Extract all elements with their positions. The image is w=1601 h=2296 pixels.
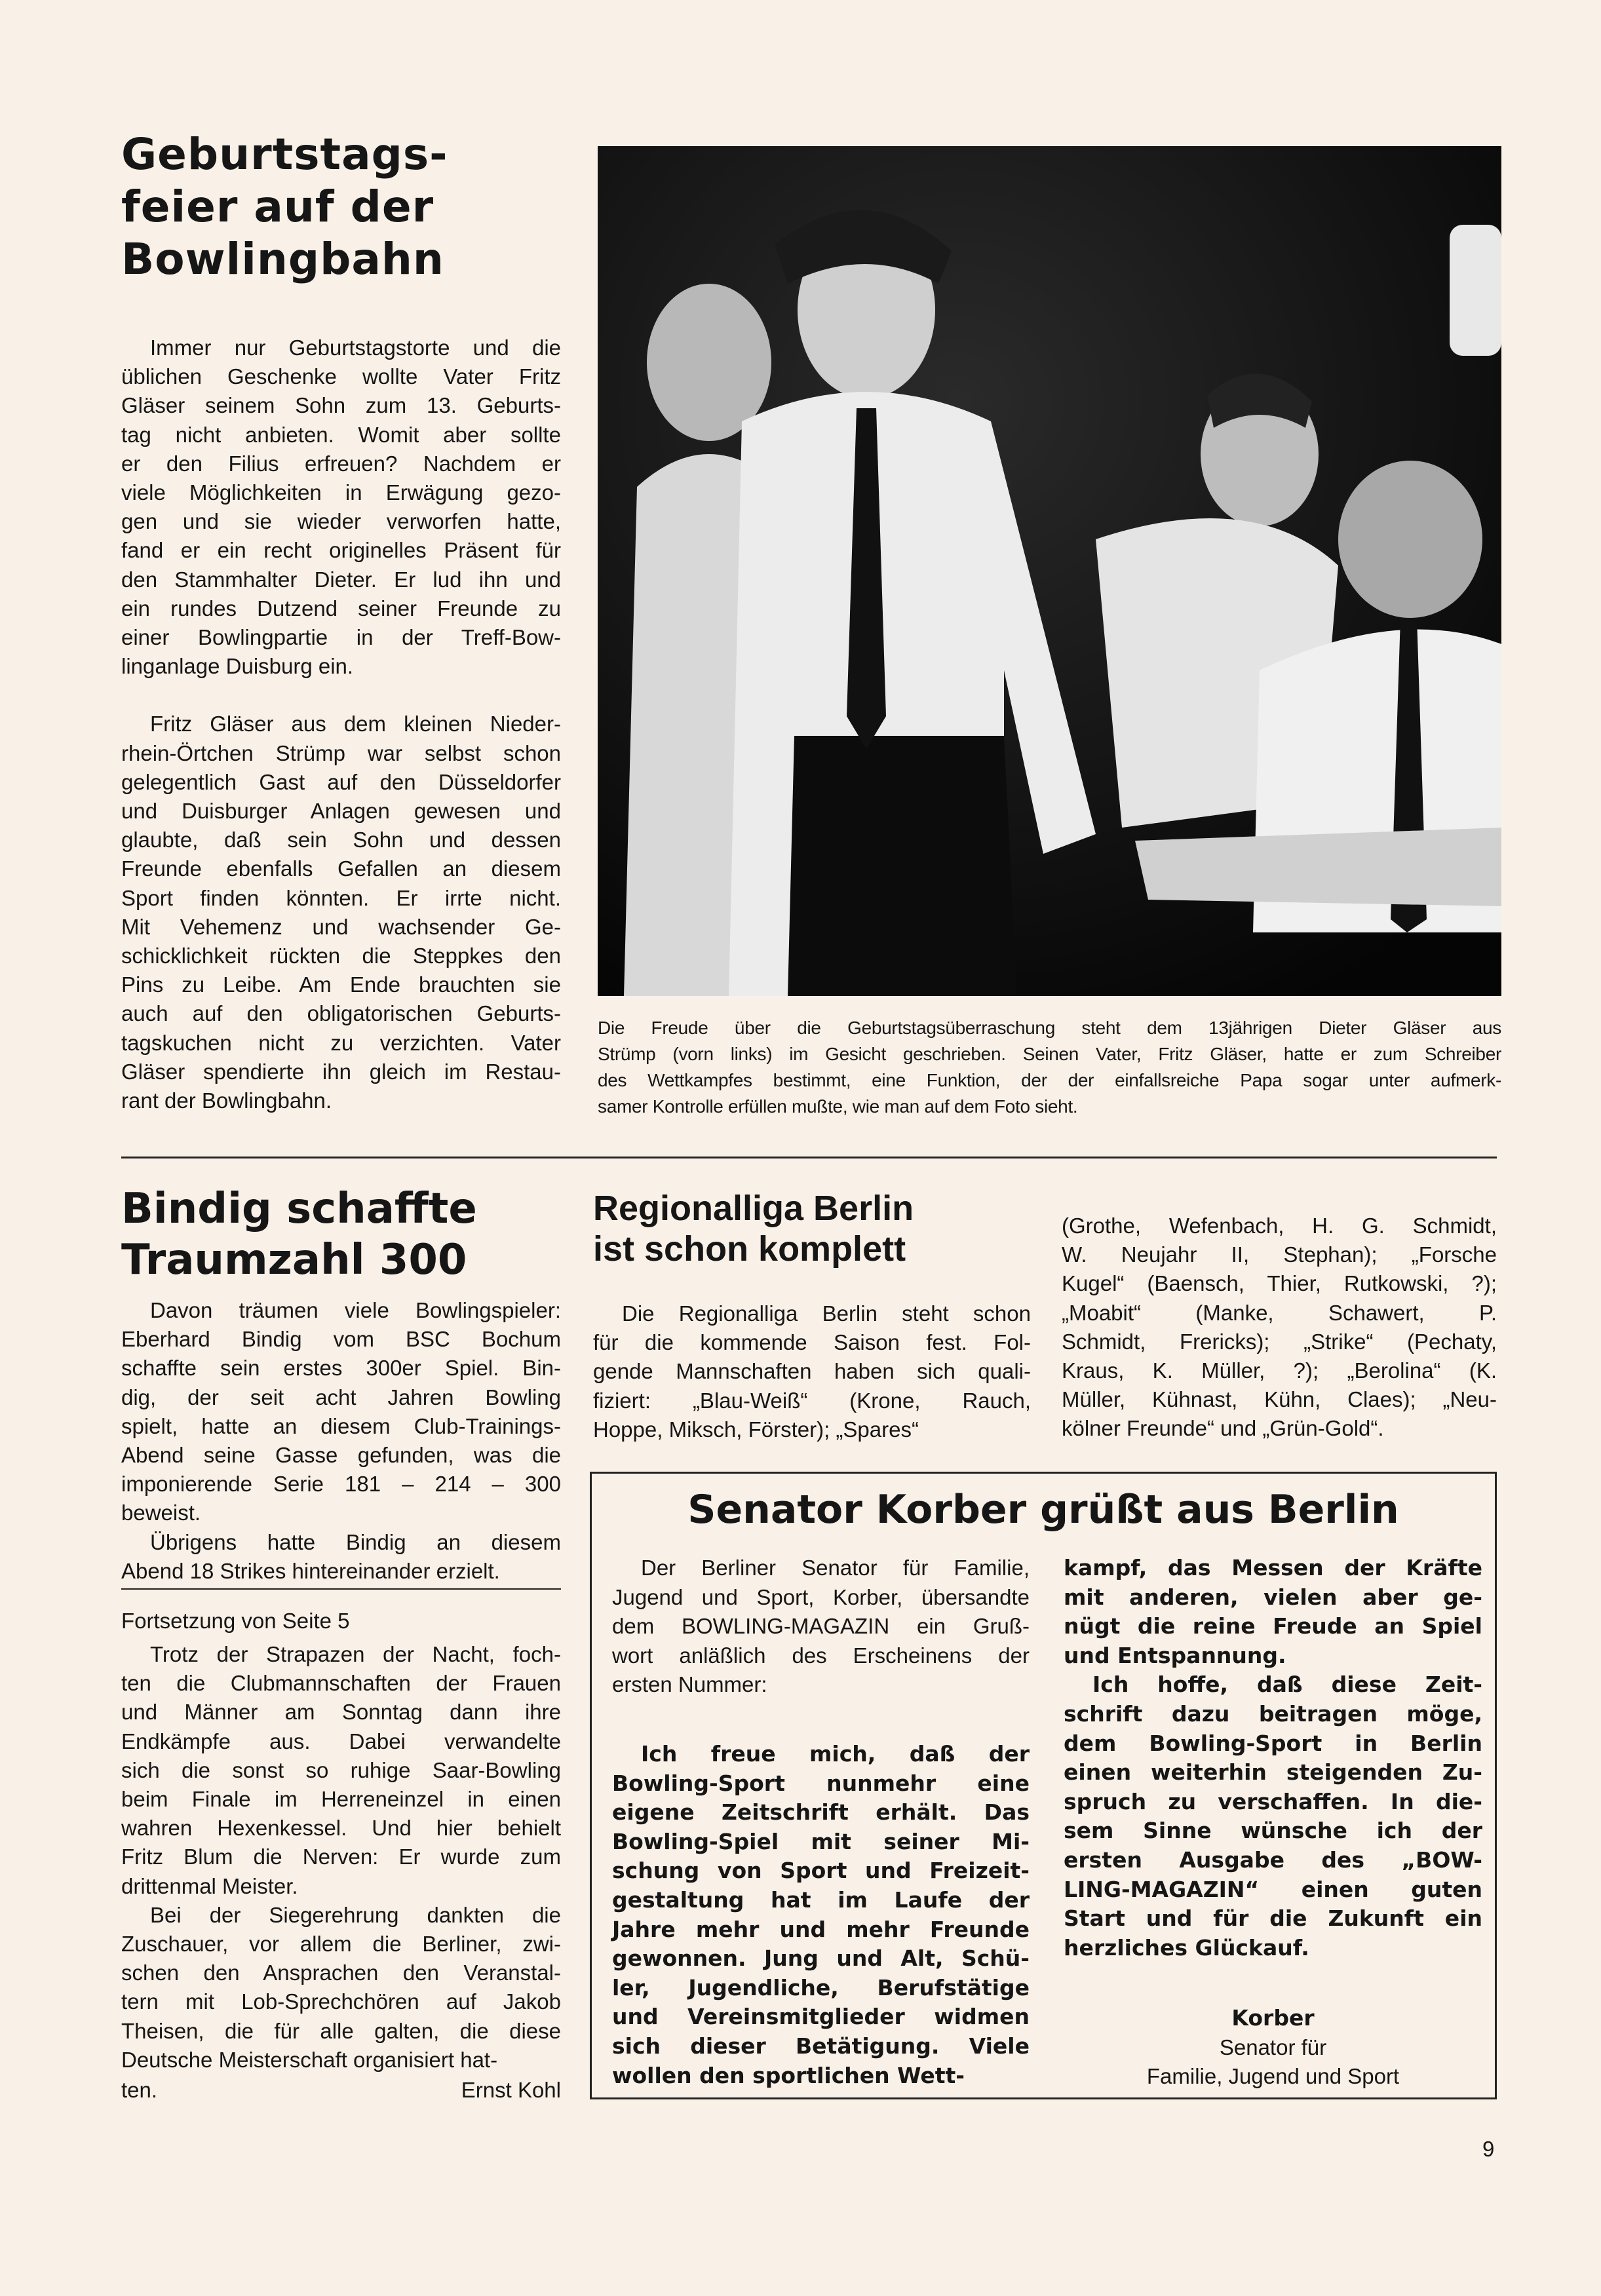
text-line: Abend 18 Strikes hintereinander erzielt.: [121, 1558, 500, 1583]
text-line: beim Finale im Herreneinzel in einen: [121, 1787, 561, 1812]
article3-last-line: [121, 2076, 561, 2105]
text-line: Endkämpfe aus. Dabei verwandelte: [121, 1729, 561, 1753]
text-line: sem Sinne wünsche ich der: [1064, 1818, 1482, 1844]
text-line: mit anderen, vielen aber ge-: [1064, 1584, 1482, 1610]
photo-caption: [598, 1015, 1501, 1120]
text-line: linganlage Duisburg ein.: [121, 654, 354, 679]
article3-body: [121, 1640, 561, 2075]
text-line: drittenmal Meister.: [121, 1873, 298, 1898]
text-line: Ich freue mich, daß der: [641, 1741, 1030, 1767]
section-divider: [121, 1157, 1497, 1158]
text-line: und Männer am Sonntag dann ihre: [121, 1700, 561, 1725]
box-title: Senator Korber grüßt aus Berlin: [687, 1487, 1399, 1533]
text-line: Die Freude über die Geburtstagsüberraschung steht dem 13jährigen Dieter Gläser aus: [598, 1018, 1501, 1038]
title-line: Geburtstags-: [121, 129, 448, 180]
article-divider: [121, 1588, 561, 1590]
paragraph: [612, 1740, 1030, 2090]
box-message-left: [612, 1740, 1030, 2090]
article1-body: [121, 334, 561, 1115]
text-line: Eberhard Bindig vom BSC Bochum: [121, 1327, 561, 1352]
text-line: rant der Bowlingbahn.: [121, 1088, 332, 1113]
title-line: Bowlingbahn: [121, 234, 444, 284]
text-line: Kraus, K. Müller, ?); „Berolina“ (K.: [1062, 1358, 1497, 1383]
text-line: Davon träumen viele Bowlingspieler:: [150, 1298, 561, 1322]
text-line: eigene Zeitschrift erhält. Das: [612, 1799, 1030, 1826]
text-line: ersten Ausgabe des „BOW-: [1064, 1846, 1482, 1873]
text-line: schicklichkeit rückten die Steppkes den: [121, 944, 561, 968]
text-line: rhein-Örtchen Strümp war selbst schon: [121, 740, 561, 765]
paragraph: [612, 1554, 1030, 1700]
paragraph: [1062, 1212, 1497, 1444]
paragraph: [121, 1528, 561, 1586]
text-line: Freunde ebenfalls Gefallen an diesem: [121, 856, 561, 881]
title-line: Regionalliga Berlin: [593, 1189, 914, 1228]
text-line: Start und für die Zukunft ein: [1064, 1905, 1482, 1932]
text-line: sich die sonst so ruhige Saar-Bowling: [121, 1757, 561, 1782]
text-line: Sport finden könnten. Er irrte nicht.: [121, 885, 561, 910]
text-line: gestaltung hat im Laufe der: [612, 1886, 1030, 1913]
title-line: Bindig schaffte: [121, 1185, 477, 1233]
text-line: Immer nur Geburtstagstorte und die: [150, 335, 561, 360]
text-line: einer Bowlingpartie in der Treff-Bow-: [121, 625, 561, 650]
text-line: Strümp (vorn links) im Gesicht geschrieben. Seinen Vater, Fritz Gläser, hatte er zum Schreiber: [598, 1044, 1501, 1064]
text-line: wort anläßlich des Erscheinens der: [612, 1643, 1030, 1668]
text-line: den Stammhalter Dieter. Er lud ihn und: [121, 567, 561, 592]
text-line: gewonnen. Jung und Alt, Schü-: [612, 1945, 1030, 1972]
text-line: Bowling-Sport nunmehr eine: [612, 1770, 1030, 1796]
title-line: Traumzahl 300: [121, 1236, 467, 1284]
text-line: gelegentlich Gast auf den Düsseldorfer: [121, 769, 561, 794]
text-line: samer Kontrolle erfüllen mußte, wie man auf dem Foto sieht.: [598, 1096, 1078, 1117]
text-line: imponierende Serie 181 – 214 – 300: [121, 1472, 561, 1497]
text-line: Der Berliner Senator für Familie,: [641, 1556, 1030, 1580]
text-line: Bowling-Spiel mit seiner Mi-: [612, 1828, 1030, 1854]
page-number: 9: [1482, 2137, 1495, 2161]
article2-body: [121, 1296, 561, 1586]
text-line: „Moabit“ (Manke, Schawert, P.: [1062, 1300, 1497, 1325]
text-line: ten die Clubmannschaften der Frauen: [121, 1671, 561, 1696]
text-line: sich dieser Betätigung. Viele: [612, 2033, 1030, 2059]
photo-image: [598, 146, 1501, 996]
paragraph: [121, 710, 561, 1115]
text-line: Übrigens hatte Bindig an diesem: [150, 1529, 561, 1554]
text-line: Schmidt, Frericks); „Strike“ (Pechaty,: [1062, 1329, 1497, 1354]
text-line: Theisen, die für alle galten, die diese: [121, 2018, 561, 2043]
text-line: er den Filius erfreuen? Nachdem er: [121, 451, 561, 476]
title-line: ist schon komplett: [593, 1229, 906, 1269]
text-line: üblichen Geschenke wollte Vater Fritz: [121, 364, 561, 389]
text-line: spielt, hatte an diesem Club-Trainings-: [121, 1413, 561, 1438]
text-line: kampf, das Messen der Kräfte: [1064, 1555, 1482, 1580]
text-line: tag nicht anbieten. Womit aber sollte: [121, 422, 561, 447]
paragraph: [121, 1901, 561, 2075]
text-line: einen weiterhin steigenden Zu-: [1064, 1759, 1482, 1786]
text-line: gende Mannschaften haben sich quali-: [593, 1359, 1031, 1384]
text-line: fiziert: „Blau-Weiß“ (Krone, Rauch,: [593, 1388, 1031, 1413]
text-line: Jugend und Sport, Korber, übersandte: [612, 1584, 1030, 1609]
signature-title: Senator für: [1219, 2035, 1327, 2059]
text-line: Fritz Gläser aus dem kleinen Nieder-: [150, 712, 561, 737]
text-line: Zuschauer, vor allem die Berliner, zwi-: [121, 1932, 561, 1957]
text-line: W. Neujahr II, Stephan); „Forsche: [1062, 1242, 1497, 1267]
text-line: Fritz Blum die Nerven: Er wurde zum: [121, 1845, 561, 1869]
box-message-right: [1064, 1554, 1482, 1962]
text-line: Jahre mehr und mehr Freunde: [612, 1916, 1030, 1942]
paragraph: [1064, 1554, 1482, 1670]
text-line: Kugel“ (Baensch, Thier, Rutkowski, ?);: [1062, 1271, 1497, 1296]
box-intro: [612, 1554, 1030, 1700]
text-line: wahren Hexenkessel. Und hier behielt: [121, 1816, 561, 1841]
text-line: Die Regionalliga Berlin steht schon: [622, 1301, 1031, 1326]
text-line: Pins zu Leibe. Am Ende brauchten sie: [121, 972, 561, 997]
text-line: ersten Nummer:: [612, 1672, 767, 1697]
text-line: ein rundes Dutzend seiner Freunde zu: [121, 596, 561, 621]
author: Ernst Kohl: [461, 2078, 561, 2102]
text-line: Abend seine Gasse gefunden, was die: [121, 1443, 561, 1468]
text-line: Hoppe, Miksch, Förster); „Spares“: [593, 1417, 919, 1442]
text-line: ler, Jugendliche, Berufstätige: [612, 1974, 1030, 2000]
text-line: und Entspannung.: [1064, 1642, 1286, 1668]
text-line: dem Bowling-Sport in Berlin: [1064, 1730, 1482, 1756]
paragraph: [593, 1299, 1031, 1444]
text-line: schrift dazu beitragen möge,: [1064, 1700, 1482, 1727]
text-line: Gläser spendierte ihn gleich im Restau-: [121, 1059, 561, 1084]
article4-column1: [593, 1299, 1031, 1444]
text-line: Müller, Kühnast, Kühn, Claes); „Neu-: [1062, 1387, 1497, 1412]
text-line: und Vereinsmitglieder widmen: [612, 2004, 1030, 2030]
text-line: LING-MAGAZIN“ einen guten: [1064, 1876, 1482, 1902]
text-line: Bei der Siegerehrung dankten die: [150, 1902, 561, 1927]
text-line: wollen den sportlichen Wett-: [612, 2062, 965, 2088]
text-line: Gläser seinem Sohn zum 13. Geburts-: [121, 393, 561, 418]
paragraph: [121, 334, 561, 681]
article2-title: [121, 1183, 477, 1286]
text-line: dig, der seit acht Jahren Bowling: [121, 1385, 561, 1409]
box-signature: [1064, 2004, 1482, 2092]
last-line-text: ten.: [121, 2078, 158, 2102]
text-line: gen und sie wieder verworfen hatte,: [121, 509, 561, 534]
text-line: für die kommende Saison fest. Fol-: [593, 1330, 1031, 1355]
text-line: Trotz der Strapazen der Nacht, foch-: [150, 1642, 561, 1666]
text-line: schen den Ansprachen den Veranstal-: [121, 1961, 561, 1985]
text-line: kölner Freunde“ und „Grün-Gold“.: [1062, 1416, 1384, 1441]
article4-title: [593, 1188, 914, 1269]
paragraph: [1064, 1670, 1482, 1962]
text-line: Ich hoffe, daß diese Zeit-: [1092, 1672, 1482, 1698]
paragraph: [598, 1015, 1501, 1120]
text-line: spruch zu verschaffen. In die-: [1064, 1788, 1482, 1814]
text-line: nügt die reine Freude an Spiel: [1064, 1613, 1482, 1639]
text-line: fand er ein recht originelles Präsent für: [121, 538, 561, 563]
text-line: auch auf den obligatorischen Geburts-: [121, 1001, 561, 1026]
text-line: tagskuchen nicht zu verzichten. Vater: [121, 1030, 561, 1055]
text-line: herzliches Glückauf.: [1064, 1934, 1309, 1961]
text-line: Mit Vehemenz und wachsender Ge-: [121, 914, 561, 939]
paragraph: [121, 1640, 561, 1901]
text-line: schung von Sport und Freizeit-: [612, 1858, 1030, 1884]
signature-name: Korber: [1231, 2005, 1315, 2031]
text-line: schaffte sein erstes 300er Spiel. Bin-: [121, 1356, 561, 1381]
text-line: (Grothe, Wefenbach, H. G. Schmidt,: [1062, 1214, 1497, 1238]
article4-column2: [1062, 1212, 1497, 1444]
text-line: tern mit Lob-Sprechchören auf Jakob: [121, 1989, 561, 2014]
continuation-note: Fortsetzung von Seite 5: [121, 1609, 350, 1633]
text-line: beweist.: [121, 1501, 201, 1525]
text-line: dem BOWLING-MAGAZIN ein Gruß-: [612, 1614, 1030, 1639]
birthday-party-photo: [598, 146, 1501, 996]
text-line: des Wettkampfes bestimmt, eine Funktion, der der einfallsreiche Papa sogar unter aufmerk-: [598, 1070, 1501, 1090]
text-line: Deutsche Meisterschaft organisiert hat-: [121, 2047, 498, 2072]
article1-title: [121, 128, 448, 286]
text-line: und Duisburger Anlagen gewesen und: [121, 799, 561, 824]
paragraph: [121, 1296, 561, 1528]
text-line: viele Möglichkeiten in Erwägung gezo-: [121, 480, 561, 505]
title-line: feier auf der: [121, 182, 434, 232]
text-line: glaubte, daß sein Sohn und dessen: [121, 828, 561, 852]
signature-title: Familie, Jugend und Sport: [1146, 2064, 1400, 2089]
